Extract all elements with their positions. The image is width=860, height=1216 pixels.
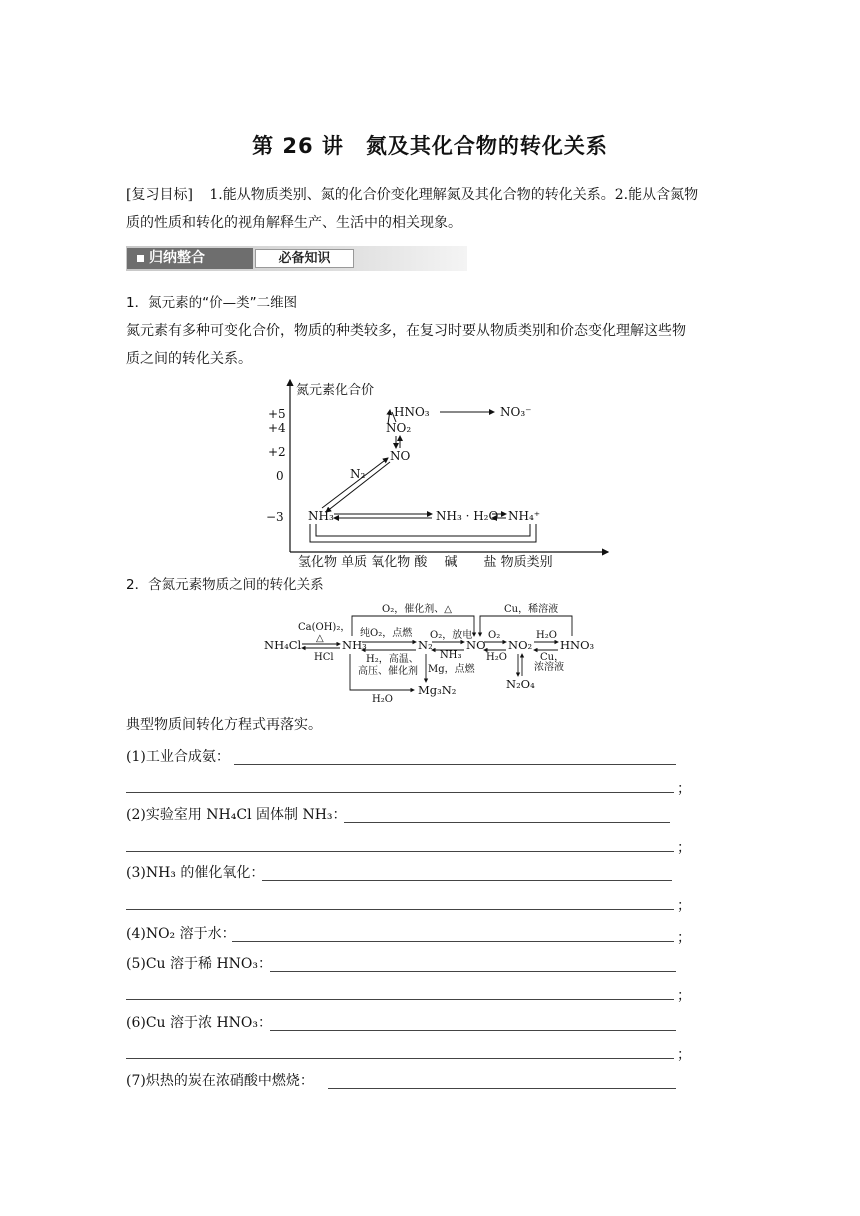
species-nh4: NH₄⁺ — [508, 509, 541, 523]
x-axis-label: 氢化物 单质 氧化物 酸 碱 盐 物质类别 — [298, 555, 553, 570]
species-nh3h2o: NH₃ · H₂O — [436, 509, 499, 523]
cond-caoh2: Ca(OH)₂， — [298, 622, 351, 633]
question-2-semicolon: ； — [677, 840, 691, 856]
banner-right-label: 必备知识 — [255, 249, 354, 268]
objective-label: [复习目标] — [126, 187, 193, 203]
node-no2: NO₂ — [508, 638, 533, 652]
node-nh3: NH₃ — [342, 638, 367, 652]
cond-h2o-2: H₂O — [536, 630, 557, 641]
intro-text: 典型物质间转化方程式再落实。 — [126, 717, 322, 733]
question-3-answer-line-1[interactable] — [262, 880, 672, 881]
question-3-answer-line-2[interactable] — [126, 909, 674, 910]
objective-text-1: 1.能从物质类别、氮的化合价变化理解氮及其化合物的转化关系。2.能从含氮物 — [209, 187, 699, 203]
cond-mg: Mg，点燃 — [428, 664, 475, 675]
species-nh3: NH₃ — [308, 509, 334, 523]
cond-cu: Cu， — [540, 652, 565, 663]
question-1-label: (1)工业合成氨： — [126, 749, 230, 765]
question-6-label: (6)Cu 溶于浓 HNO₃： — [126, 1015, 273, 1031]
question-4-label: (4)NO₂ 溶于水： — [126, 926, 236, 942]
question-7-answer-line[interactable] — [328, 1088, 676, 1089]
cond-o2-catalyst: O₂，催化剂、△ — [382, 604, 452, 615]
tick-plus2: +2 — [268, 445, 286, 459]
cond-h2o-bottom: H₂O — [372, 694, 393, 705]
banner-left-label: 归纳整合 — [127, 248, 253, 269]
tick-plus4: +4 — [268, 421, 286, 435]
cond-h2o-1: H₂O — [486, 652, 507, 663]
question-6-answer-line-2[interactable] — [126, 1058, 674, 1059]
section-2-heading: 2．含氮元素物质之间的转化关系 — [126, 577, 324, 593]
question-6-semicolon: ； — [677, 1047, 691, 1063]
species-no3: NO₃⁻ — [500, 405, 532, 419]
section-banner — [126, 246, 467, 271]
node-n2o4: N₂O₄ — [506, 677, 535, 691]
question-7-label: (7)炽热的炭在浓硝酸中燃烧： — [126, 1073, 314, 1089]
question-3-label: (3)NH₃ 的催化氧化： — [126, 865, 265, 881]
diagram-arrows — [310, 410, 536, 542]
cond-nh3: NH₃ — [440, 650, 462, 661]
question-1-semicolon: ； — [677, 781, 691, 797]
transformation-diagram — [262, 600, 602, 706]
valence-class-diagram — [260, 374, 620, 572]
question-2-answer-line-2[interactable] — [126, 851, 674, 852]
question-5-answer-line-1[interactable] — [270, 971, 676, 972]
cond-h2: H₂，高温、 — [366, 654, 419, 665]
cond-o2-spark: O₂，放电 — [430, 630, 473, 641]
question-3-semicolon: ； — [677, 898, 691, 914]
cond-cu-dilute: Cu，稀溶液 — [504, 604, 559, 615]
question-1-answer-line-1[interactable] — [234, 764, 676, 765]
species-n2: N₂ — [350, 467, 366, 481]
node-mg3n2: Mg₃N₂ — [418, 683, 457, 697]
cond-concentrated: 浓溶液 — [534, 662, 564, 673]
cond-hcl: HCl — [314, 652, 334, 663]
tick-plus5: +5 — [268, 407, 286, 421]
cond-o2: O₂ — [488, 630, 501, 641]
species-no: NO — [390, 449, 411, 463]
question-5-answer-line-2[interactable] — [126, 999, 674, 1000]
question-2-answer-line-1[interactable] — [344, 822, 670, 823]
question-2-label: (2)实验室用 NH₄Cl 固体制 NH₃： — [126, 807, 347, 823]
question-4-answer-line[interactable] — [232, 941, 674, 942]
section-1-heading: 1．氮元素的“价—类”二维图 — [126, 295, 298, 311]
species-hno3: HNO₃ — [394, 405, 430, 419]
node-n2: N₂ — [418, 638, 433, 652]
question-1-answer-line-2[interactable] — [126, 792, 674, 793]
species-no2: NO₂ — [386, 421, 412, 435]
section-1-para-2: 质之间的转化关系。 — [126, 351, 252, 367]
question-5-semicolon: ； — [677, 988, 691, 1004]
section-1-para-1: 氮元素有多种可变化合价，物质的种类较多，在复习时要从物质类别和价态变化理解这些物 — [126, 323, 686, 339]
tick-minus3: −3 — [266, 510, 284, 524]
page-title: 第 26 讲 氮及其化合物的转化关系 — [252, 134, 608, 158]
node-nh4cl: NH₄Cl — [264, 638, 302, 652]
node-hno3: HNO₃ — [560, 638, 595, 652]
objective-text-2: 质的性质和转化的视角解释生产、生活中的相关现象。 — [126, 215, 462, 231]
question-4-semicolon: ； — [677, 930, 691, 946]
cond-high-pressure: 高压、催化剂 — [358, 666, 418, 677]
cond-pure-o2: 纯O₂，点燃 — [360, 628, 413, 639]
cond-delta: △ — [316, 633, 324, 644]
y-axis-label: 氮元素化合价 — [296, 383, 375, 398]
review-objectives — [126, 182, 746, 209]
question-5-label: (5)Cu 溶于稀 HNO₃： — [126, 956, 273, 972]
question-6-answer-line-1[interactable] — [270, 1030, 676, 1031]
tick-0: 0 — [276, 469, 284, 483]
node-no: NO — [466, 638, 486, 652]
